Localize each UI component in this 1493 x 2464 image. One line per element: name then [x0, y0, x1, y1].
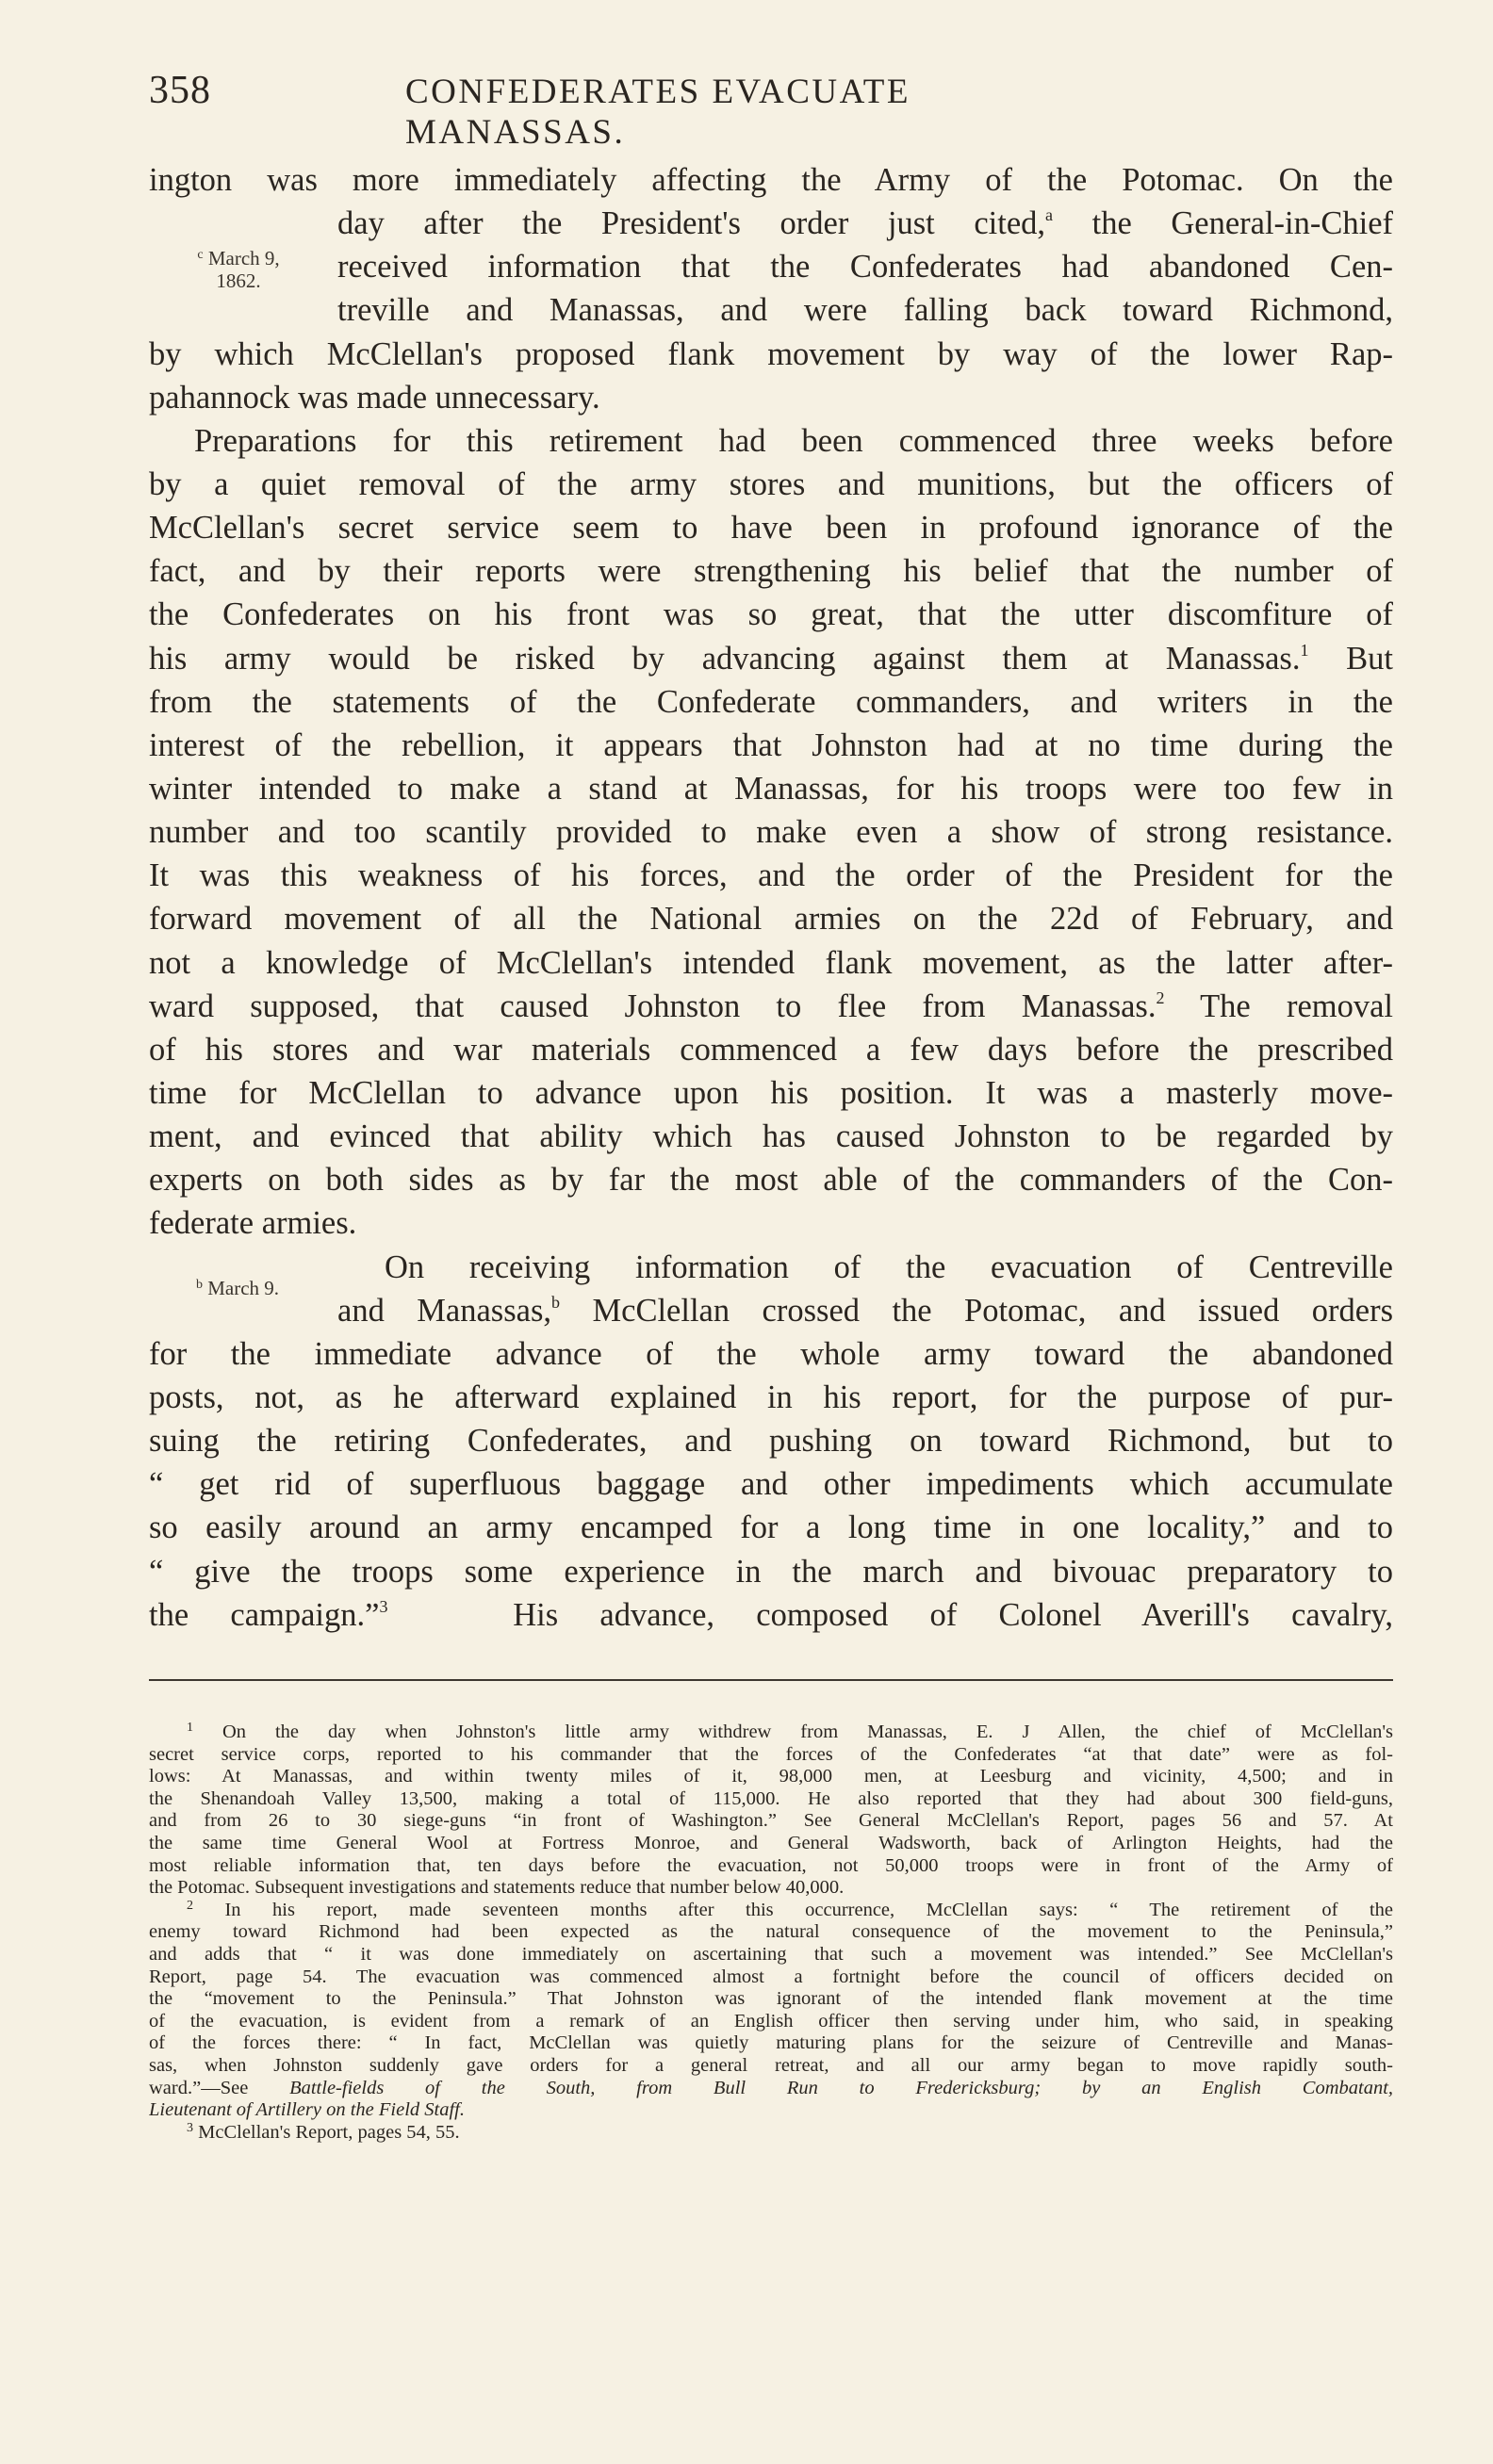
footnote-rule	[149, 1679, 1393, 1681]
body-line: It was this weakness of his forces, and the order of the President for the	[149, 857, 1393, 894]
footnotes	[149, 1722, 1393, 2144]
footnote-line: $^3$ McClellan's Report, pages 54, 55.	[187, 2121, 460, 2143]
body-line: by which McClellan's proposed flank movement by way of the lower Rap-	[149, 335, 1393, 372]
body-line: “ give the troops some experience in the march and bivouac preparatory to	[149, 1553, 1393, 1590]
body-line: Preparations for this retirement had been commenced three weeks before	[194, 422, 1393, 459]
body-line: so easily around an army encamped for a long time in one locality,” and to	[149, 1509, 1393, 1546]
footnote-line: and from 26 to 30 siege-guns “in front of Washington.” See General McClellan's Report, pages 56 and 57. At	[149, 1810, 1393, 1832]
body-line: number and too scantily provided to make even a show of strong resistance.	[149, 814, 1393, 851]
body-line: not a knowledge of McClellan's intended flank movement, as the latter after-	[149, 944, 1393, 981]
footnote-line: of the evacuation, is evident from a remark of an English officer then serving under him, who said, in speaking	[149, 2010, 1393, 2032]
body-line: ward supposed, that caused Johnston to flee from Manassas.$^2$ The removal	[149, 987, 1393, 1024]
footnote-line: $^1$ On the day when Johnston's little army withdrew from Manassas, E. J Allen, the chief of McClellan's	[187, 1722, 1393, 1742]
body-line: his army would be risked by advancing against them at Manassas.$^1$ But	[149, 640, 1393, 677]
body-line: day after the President's order just cited,$^a$ the General-in-Chief	[337, 205, 1393, 242]
body-line: by a quiet removal of the army stores and munitions, but the officers of	[149, 465, 1393, 502]
footnote-line: most reliable information that, ten days before the evacuation, not 50,000 troops were in front of the Army of	[149, 1854, 1393, 1876]
footnote-line: Report, page 54. The evacuation was commenced almost a fortnight before the council of officers decided on	[149, 1966, 1393, 1987]
body-line: time for McClellan to advance upon his position. It was a masterly move-	[149, 1074, 1393, 1111]
footnote-line: the same time General Wool at Fortress Monroe, and General Wadsworth, back of Arlington Heights, had the	[149, 1832, 1393, 1853]
margin-note-march-9: $^b$ March 9.	[195, 1277, 280, 1299]
body-line: McClellan's secret service seem to have been in profound ignorance of the	[149, 510, 1393, 547]
body-line: On receiving information of the evacuation of Centreville	[385, 1248, 1393, 1285]
body-line: the campaign.”$^3$ His advance, composed of Colonel Averill's cavalry,	[149, 1596, 1393, 1633]
footnote-line: the Potomac. Subsequent investigations and statements reduce that number below 40,000.	[149, 1877, 845, 1899]
body-line: federate armies.	[149, 1205, 357, 1242]
footnote-line: the Shenandoah Valley 13,500, making a total of 115,000. He also reported that they had about 300 field-guns,	[149, 1787, 1393, 1809]
running-title: CONFEDERATES EVACUATE MANASSAS.	[405, 73, 911, 152]
page-header	[149, 68, 1139, 152]
body-line: fact, and by their reports were strengthening his belief that the number of	[149, 553, 1393, 590]
body-line: pahannock was made unnecessary.	[149, 379, 600, 416]
body-line: and Manassas,$^b$ McClellan crossed the Potomac, and issued orders	[337, 1292, 1393, 1329]
footnote-line: sas, when Johnston suddenly gave orders for a general retreat, and all our army began to move rapidly south-	[149, 2054, 1393, 2076]
page-number: 358	[149, 69, 211, 112]
body-line: from the statements of the Confederate commanders, and writers in the	[149, 683, 1393, 720]
body-line: of his stores and war materials commenced a few days before the prescribed	[149, 1031, 1393, 1068]
footnote-line: lows: At Manassas, and within twenty miles of it, 98,000 men, at Leesburg and vicinity, 4,500; and in	[149, 1766, 1393, 1787]
body-line: “ get rid of superfluous baggage and other impediments which accumulate	[149, 1466, 1393, 1503]
body-line: for the immediate advance of the whole army toward the abandoned	[149, 1335, 1393, 1372]
footnote-line: of the forces there: “ In fact, McClellan was quietly maturing plans for the seizure of Centreville and Manas-	[149, 2032, 1393, 2054]
body-line: treville and Manassas, and were falling back toward Richmond,	[337, 292, 1393, 329]
body-line: interest of the rebellion, it appears that Johnston had at no time during the	[149, 726, 1393, 763]
body-line: ington was more immediately affecting the Army of the Potomac. On the	[149, 162, 1393, 198]
footnote-line: secret service corps, reported to his commander that the forces of the Confederates “at that date” were as fol-	[149, 1743, 1393, 1765]
body-line: forward movement of all the National armies on the 22d of February, and	[149, 901, 1393, 938]
body-line: the Confederates on his front was so great, that the utter discomfiture of	[149, 596, 1393, 633]
footnote-line: enemy toward Richmond had been expected as the natural consequence of the movement to the Peninsula,”	[149, 1921, 1393, 1943]
margin-note-march-9-1862: $^c$ March 9, 1862.	[197, 247, 280, 292]
body-line: received information that the Confederates had abandoned Cen-	[337, 249, 1393, 286]
body-text	[149, 158, 1393, 1637]
body-line: ment, and evinced that ability which has caused Johnston to be regarded by	[149, 1118, 1393, 1155]
footnote-line: $^2$ In his report, made seventeen months after this occurrence, McClellan says: “ The retirement of the	[187, 1899, 1393, 1920]
body-line: suing the retiring Confederates, and pushing on toward Richmond, but to	[149, 1423, 1393, 1460]
body-line: winter intended to make a stand at Manassas, for his troops were too few in	[149, 770, 1393, 807]
footnote-line: Lieutenant of Artillery on the Field Staff.	[149, 2099, 465, 2121]
body-line: experts on both sides as by far the most able of the commanders of the Con-	[149, 1162, 1393, 1199]
footnote-line: the “movement to the Peninsula.” That Johnston was ignorant of the intended flank movement at the time	[149, 1988, 1393, 2010]
body-line: posts, not, as he afterward explained in his report, for the purpose of pur-	[149, 1379, 1393, 1415]
footnote-line: and adds that “ it was done immediately on ascertaining that such a movement was intended.” See McClellan's	[149, 1943, 1393, 1965]
footnote-line: ward.”—See Battle-fields of the South, from Bull Run to Fredericksburg; by an English Combatant,	[149, 2077, 1393, 2098]
